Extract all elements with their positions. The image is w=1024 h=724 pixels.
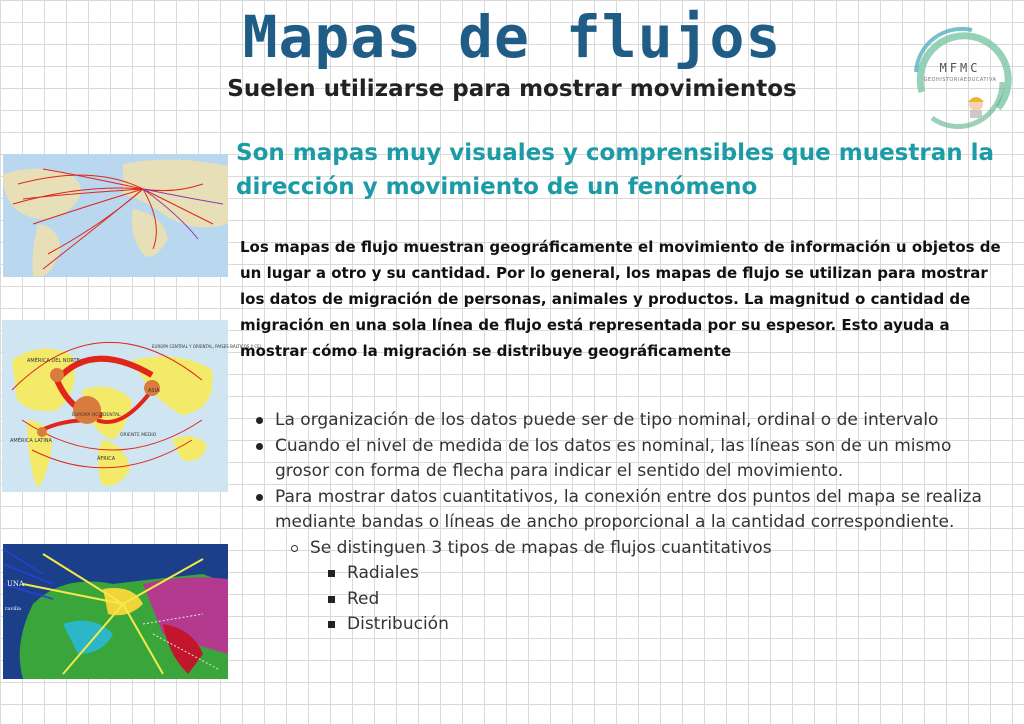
bullet-icon [256,494,263,501]
square-bullet-icon [328,621,335,628]
region-label: AMÉRICA DEL NORTE [27,358,80,364]
bullet-icon [256,443,263,450]
region-label: ASIA [148,388,160,394]
type-item [328,561,996,587]
type-item [328,587,996,613]
list-item [256,485,996,638]
list-item [256,408,996,434]
page-title: Mapas de flujos [242,3,782,71]
region-label: AMÉRICA LATINA [10,438,52,444]
logo-text: MFMC [939,61,981,75]
europe-flow-map-image [3,544,228,679]
type-item [328,612,996,638]
ring-bullet-icon [291,545,298,552]
list-item-text: La organización de los datos puede ser de tipo nominal, ordinal o de intervalo [275,410,939,430]
list-item-text: Para mostrar datos cuantitativos, la conexión entre dos puntos del mapa se realiza mediante bandas o líneas de ancho proporcional a la cantidad correspondiente. [275,486,982,532]
world-flow-map-image [3,154,228,277]
type-item-text: Radiales [347,563,419,583]
type-item-text: Distribución [347,614,449,634]
logo-subtext: GEOHISTORIAEDUCATIVA [923,77,997,83]
sub-list-item-text: Se distinguen 3 tipos de mapas de flujos cuantitativos [310,537,772,558]
page-subtitle: Suelen utilizarse para mostrar movimientos [227,76,797,102]
list-item-text: Cuando el nivel de medida de los datos es nominal, las líneas son de un mismo grosor con forma de flecha para indicar el sentido del movimiento. [275,435,952,481]
square-bullet-icon [328,596,335,603]
sub-list [275,536,996,638]
region-label: EUROPA CENTRAL Y ORIENTAL, PAÍSES BÁLTICOS Y CEI [152,344,261,349]
bullet-list [256,408,996,638]
types-list [310,561,996,638]
list-item [256,434,996,485]
bullet-icon [256,417,263,424]
map-label: UNA [7,580,25,588]
migration-flow-map-image [2,320,261,492]
sub-list-item [291,536,996,638]
intro-paragraph: Los mapas de flujo muestran geográficamente el movimiento de información u objetos de un lugar a otro y su cantidad. Por lo general, los mapas de flujo se utilizan para mostrar los datos de migración de personas, animales y productos. La magnitud o cantidad de migración en una sola línea de flujo está representada por su espesor. Esto ayuda a mostrar cómo la migración se distribuye geográficamente [240,238,1001,360]
region-label: ORIENTE MEDIO [120,433,157,438]
highlight-text: Son mapas muy visuales y comprensibles que muestran la dirección y movimiento de un fenómeno [236,140,995,200]
map-label: ravilla [5,606,21,612]
logo [902,22,1018,132]
type-item-text: Red [347,588,380,609]
region-label: ÁFRICA [97,456,116,462]
region-label: EUROPA OCCIDENTAL [72,413,121,418]
square-bullet-icon [328,570,335,577]
